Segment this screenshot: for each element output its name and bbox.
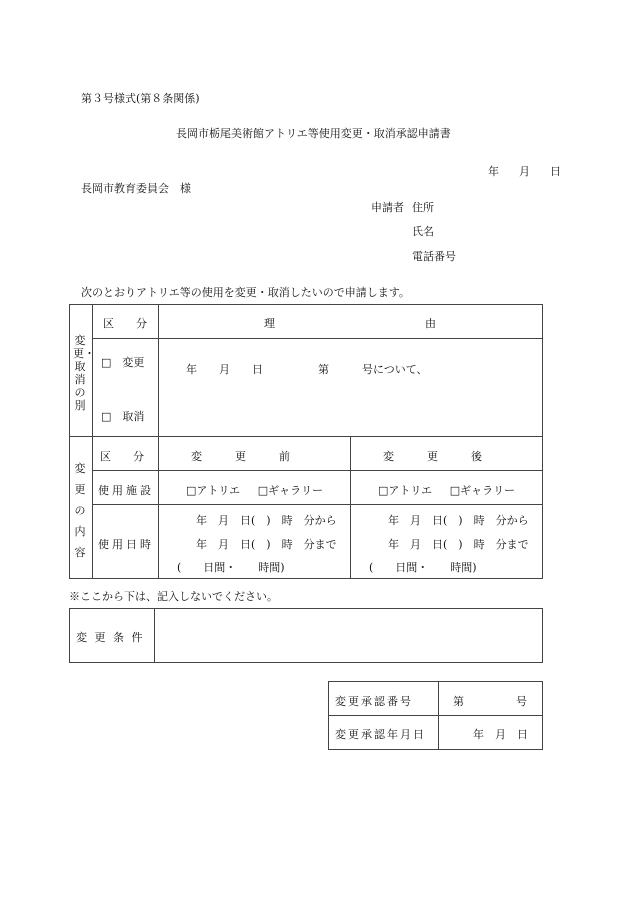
before-header: 変 更 前 [191, 450, 290, 463]
intro-text: 次のとおりアトリエ等の使用を変更・取消したいので申請します。 [81, 286, 410, 299]
date-year: 年 [488, 165, 499, 178]
before-from-field[interactable]: 年 月 日( ) 時 分から [196, 514, 337, 527]
reason-text-field[interactable]: 年 月 日 第 号について、 [186, 363, 428, 376]
kubun-header: 区 分 [103, 317, 147, 330]
applicant-label: 申請者 [371, 201, 404, 214]
office-use-note: ※ここから下は、記入しないでください。 [69, 590, 278, 603]
gallery-before-checkbox[interactable]: □ギャラリー [257, 484, 324, 497]
approval-number-label: 変更承認番号 [335, 695, 413, 708]
approval-number-prefix: 第 [453, 695, 464, 708]
conditions-label: 変 更 条 件 [76, 631, 145, 644]
change-content-side-label: 変更の内容 [74, 462, 86, 559]
change-checkbox[interactable]: □ 変更 [101, 356, 145, 369]
after-to-field[interactable]: 年 月 日( ) 時 分まで [388, 538, 529, 551]
applicant-address-field[interactable]: 住所 [412, 201, 434, 214]
date-month: 月 [519, 165, 530, 178]
facility-label: 使用施設 [98, 484, 154, 497]
applicant-name-field[interactable]: 氏名 [412, 225, 434, 238]
gallery-after-checkbox[interactable]: □ギャラリー [449, 484, 516, 497]
recipient: 長岡市教育委員会 様 [81, 182, 191, 195]
facility-before-options [186, 482, 323, 498]
date-day: 日 [550, 165, 561, 178]
before-duration-field[interactable]: ( 日間・ 時間) [177, 561, 285, 574]
datetime-label: 使用日時 [98, 538, 154, 551]
approval-number-suffix: 号 [516, 695, 527, 708]
facility-after-options [378, 482, 515, 498]
reason-header-2: 由 [425, 317, 436, 330]
after-header: 変 更 後 [383, 450, 482, 463]
change-cancel-side-label: 変更・取消の別 [73, 334, 95, 412]
after-from-field[interactable]: 年 月 日( ) 時 分から [388, 514, 529, 527]
cancel-checkbox[interactable]: □ 取消 [101, 410, 145, 423]
form-number: 第３号様式(第８条関係) [81, 92, 200, 105]
atelier-after-checkbox[interactable]: □アトリエ [378, 484, 433, 497]
reason-header-1: 理 [264, 317, 275, 330]
form-title: 長岡市栃尾美術館アトリエ等使用変更・取消承認申請書 [176, 127, 451, 140]
after-duration-field[interactable]: ( 日間・ 時間) [369, 561, 477, 574]
approval-date-label: 変更承認年月日 [335, 728, 426, 741]
atelier-before-checkbox[interactable]: □アトリエ [186, 484, 241, 497]
kubun-header-2: 区 分 [100, 450, 144, 463]
before-to-field[interactable]: 年 月 日( ) 時 分まで [196, 538, 337, 551]
approval-date-value: 年 月 日 [473, 728, 528, 741]
applicant-phone-field[interactable]: 電話番号 [412, 250, 456, 263]
